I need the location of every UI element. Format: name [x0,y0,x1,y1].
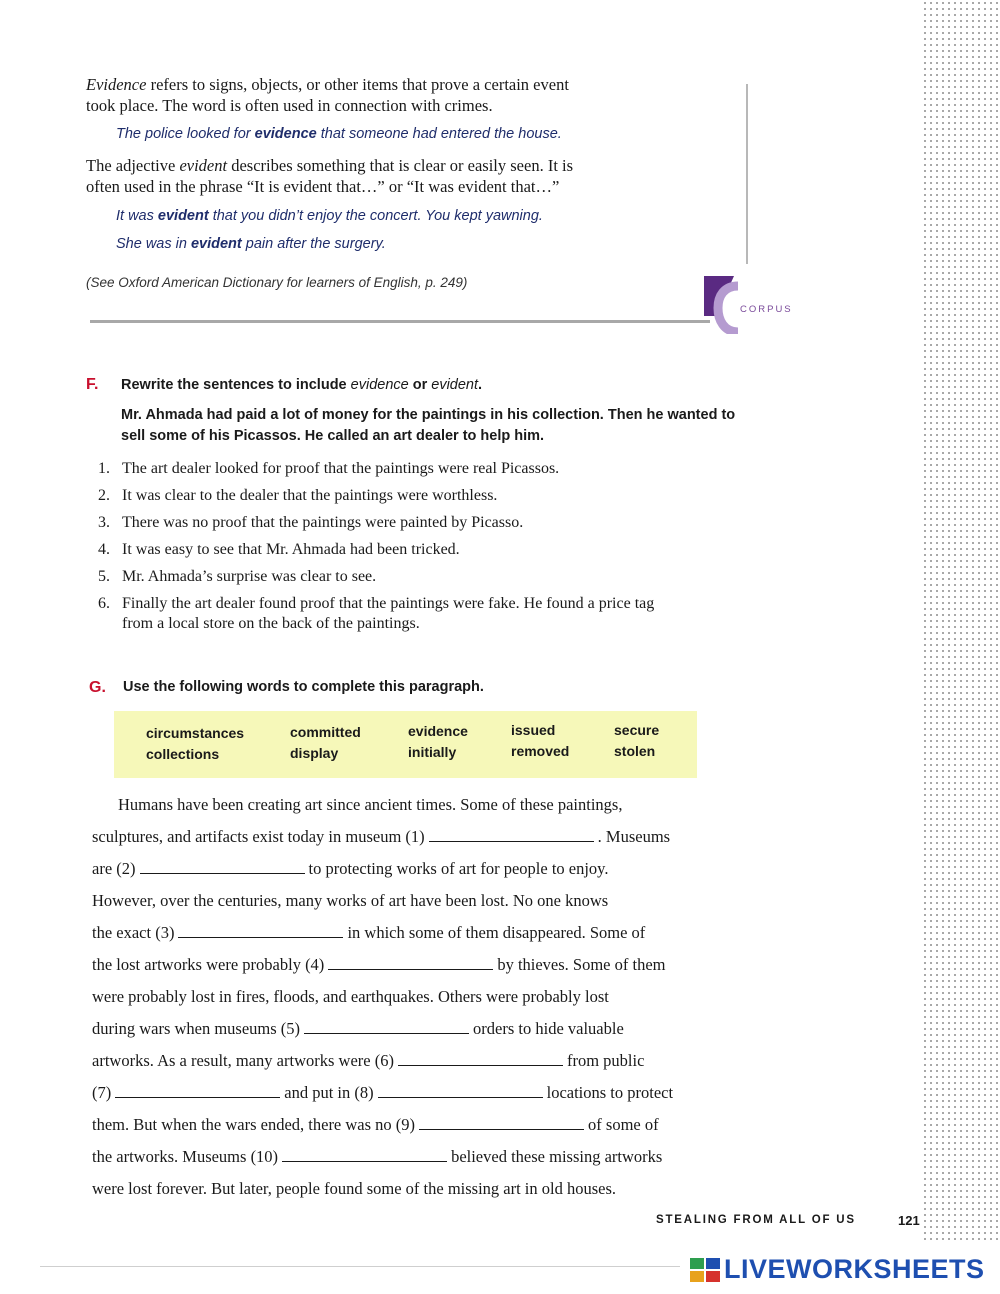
word-bank-item: initially [408,744,457,760]
answer-blank-7[interactable] [115,1083,280,1098]
answer-blank-6[interactable] [398,1051,563,1066]
paragraph-line [92,827,670,847]
answer-blank-10[interactable] [282,1147,447,1162]
section-f-letter: F. [86,376,99,393]
word-bank-item: collections [146,746,220,762]
word-bank-item: display [290,745,339,761]
word-bank-item: issued [511,722,556,738]
line-text: to protecting works of art for people to enjoy. [308,859,609,878]
example-text: It was [116,208,158,224]
example-keyword: evident [190,236,242,252]
list-item [98,594,738,634]
line-text: believed these missing artworks [451,1147,663,1166]
instruction-text: or [408,377,432,393]
paragraph-line [92,1019,624,1039]
section-g-instruction: Use the following words to complete this paragraph. [123,679,484,695]
paragraph-line [92,1115,659,1135]
item-number: 4. [98,541,110,558]
line-text: orders to hide valuable [473,1019,624,1038]
example-keyword: evidence [254,126,317,142]
answer-blank-8[interactable] [378,1083,543,1098]
box-rule-bottom [90,320,710,323]
item-text: Mr. Ahmada’s surprise was clear to see. [122,568,377,585]
item-text: It was clear to the dealer that the paintings were worthless. [122,487,498,504]
item-number: 5. [98,568,110,585]
example-sentence [116,234,736,255]
paragraph-line [92,1179,616,1199]
word-bank-item: circumstances [146,725,245,741]
paragraph-line [92,1083,673,1103]
brand-name: LIVEWORKSHEETS [724,1254,985,1284]
line-text: sculptures, and artifacts exist today in museum (1) [92,827,425,846]
divider [40,1266,680,1267]
item-number: 2. [98,487,110,504]
list-item [98,459,738,479]
line-text: them. But when the wars ended, there was no (9) [92,1115,416,1134]
item-number: 1. [98,460,110,477]
word-bank-item: removed [511,743,570,759]
example-text: that you didn’t enjoy the concert. You kept yawning. [208,208,543,224]
section-f-instruction [121,377,482,393]
definition-text: often used in the phrase “It is evident that…” or “It was evident that…” [86,177,560,196]
line-text: were probably lost in fires, floods, and earthquakes. Others were probably lost [92,987,609,1006]
definition-text: The adjective [86,156,180,175]
word-bank-item: stolen [614,743,656,759]
paragraph-line [92,1147,662,1167]
line-text: by thieves. Some of them [497,955,666,974]
line-text: However, over the centuries, many works of art have been lost. No one knows [92,891,609,910]
item-text: Finally the art dealer found proof that the paintings were fake. He found a price tag from a local store on the back of the paintings. [122,595,655,632]
box-rule-right [746,84,748,264]
instruction-text: . [478,377,483,393]
dictionary-source: (See Oxford American Dictionary for learners of English, p. 249) [86,275,468,290]
item-text: There was no proof that the paintings were painted by Picasso. [122,514,524,531]
line-text: Humans have been creating art since ancient times. Some of these paintings, [118,795,623,814]
paragraph-line [92,1051,644,1071]
definition-evident [86,155,736,176]
example-text: pain after the surgery. [241,236,386,252]
example-text: She was in [116,236,191,252]
line-text: the exact (3) [92,923,175,942]
instruction-keyword: evidence [350,377,409,393]
item-text: The art dealer looked for proof that the paintings were real Picassos. [122,460,560,477]
line-text: are (2) [92,859,136,878]
instruction-keyword: evident [431,377,479,393]
running-footer: STEALING FROM ALL OF US [656,1214,856,1226]
answer-blank-2[interactable] [140,859,305,874]
definition-evidence [86,74,736,95]
line-text: artworks. As a result, many artworks were (6) [92,1051,394,1070]
word-bank-item: committed [290,724,361,740]
list-item [98,540,738,560]
vocabulary-box [86,74,736,293]
example-sentence [116,206,736,227]
paragraph-line [92,955,666,975]
line-text: of some of [588,1115,659,1134]
liveworksheets-logo-icon [690,1258,720,1282]
line-text: were lost forever. But later, people found some of the missing art in old houses. [92,1179,617,1198]
dot-pattern-margin [922,0,1000,1240]
line-text: (7) [92,1083,112,1102]
corpus-label: CORPUS [740,304,793,315]
term-evident: evident [179,156,228,175]
word-bank-item: evidence [408,723,468,739]
answer-blank-4[interactable] [328,955,493,970]
example-text: that someone had entered the house. [316,126,562,142]
definition-text: took place. The word is often used in connection with crimes. [86,96,493,115]
section-f-intro: Mr. Ahmada had paid a lot of money for the paintings in his collection. Then he wanted to sell some of his Picassos. He called an art dealer to help him. [121,407,736,444]
line-text: locations to protect [546,1083,674,1102]
paragraph-line [118,795,622,815]
paragraph-line [92,987,609,1007]
line-text: . Museums [597,827,671,846]
term-evidence: Evidence [86,75,147,94]
answer-blank-3[interactable] [178,923,343,938]
item-number: 3. [98,514,110,531]
instruction-text: Rewrite the sentences to include [121,377,351,393]
definition-text: refers to signs, objects, or other items that prove a certain event [146,75,569,94]
paragraph-line [92,891,608,911]
line-text: in which some of them disappeared. Some of [347,923,646,942]
section-g-letter: G. [89,679,106,696]
line-text: the artworks. Museums (10) [92,1147,279,1166]
list-item [98,513,738,533]
definition-text: describes something that is clear or easily seen. It is [227,156,574,175]
item-number: 6. [98,595,110,612]
line-text: the lost artworks were probably (4) [92,955,325,974]
section-f-list [98,459,738,641]
answer-blank-9[interactable] [419,1115,584,1130]
line-text: from public [566,1051,645,1070]
line-text: and put in (8) [284,1083,374,1102]
list-item [98,567,738,587]
word-bank-item: secure [614,722,660,738]
liveworksheets-brand [690,1254,985,1285]
paragraph-line [92,859,609,879]
example-text: The police looked for [116,126,255,142]
paragraph-line [92,923,645,943]
page-number: 121 [898,1213,920,1228]
answer-blank-5[interactable] [304,1019,469,1034]
example-sentence [116,124,736,145]
word-bank [114,711,697,778]
answer-blank-1[interactable] [429,827,594,842]
line-text: during wars when museums (5) [92,1019,301,1038]
item-text: It was easy to see that Mr. Ahmada had been tricked. [122,541,460,558]
example-keyword: evident [157,208,209,224]
list-item [98,486,738,506]
